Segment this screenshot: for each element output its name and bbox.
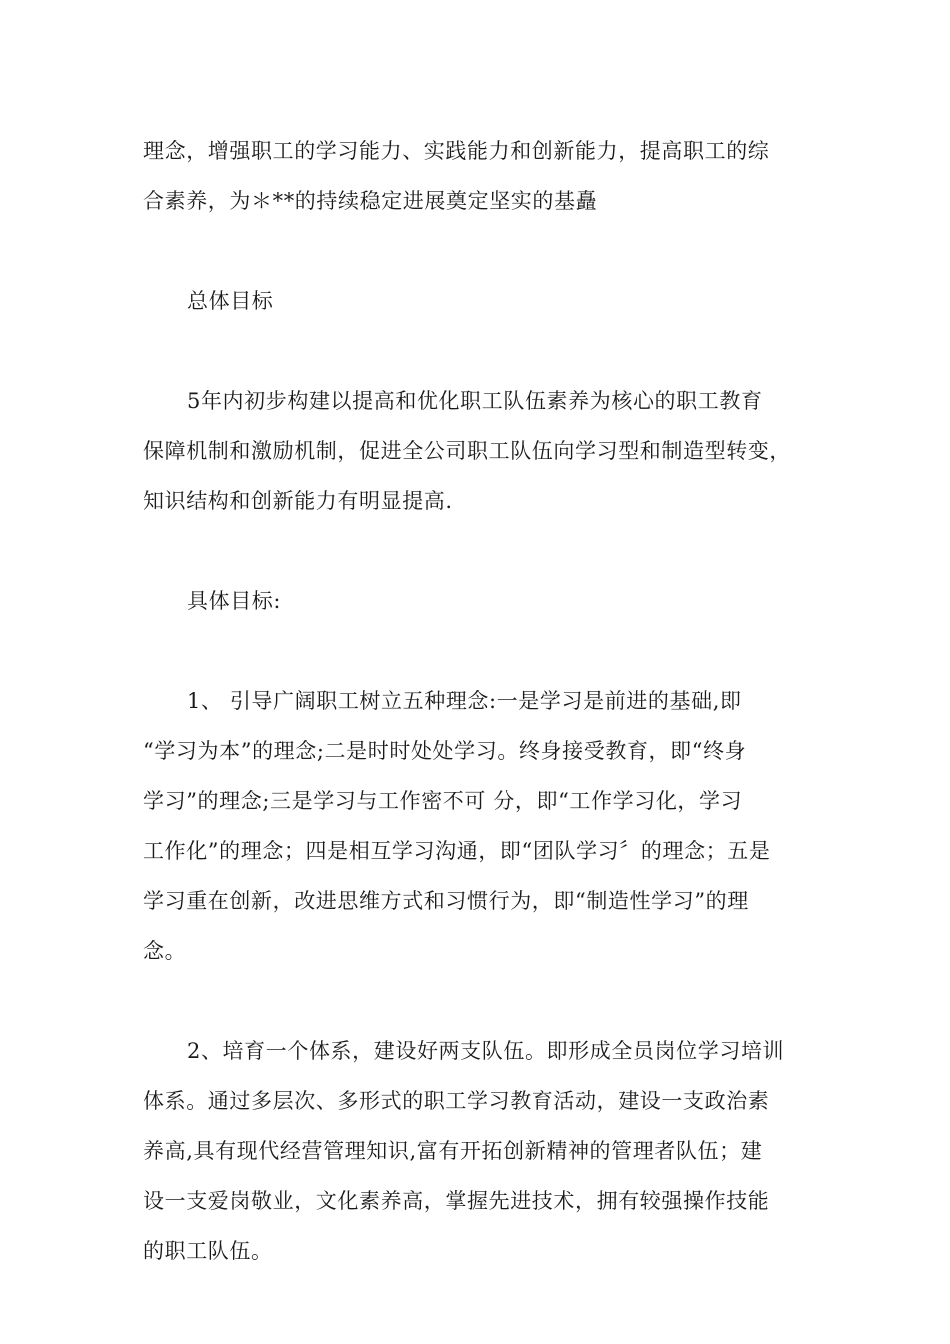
text-line: 合素养，为＊**的持续稳定进展奠定坚实的基矗: [143, 189, 598, 213]
text-line: 5年内初步构建以提高和优化职工队伍素养为核心的职工教育: [187, 389, 763, 413]
paragraph-goal-2: [143, 1026, 808, 1276]
paragraph-intro: [143, 126, 808, 226]
text-line: 知识结构和创新能力有明显提高.: [143, 489, 453, 513]
text-line: 学习重在创新，改进思维方式和习惯行为，即“制造性学习”的理: [143, 889, 749, 913]
paragraph-goal-1: [143, 676, 808, 976]
paragraph-overall-goal: [143, 376, 808, 526]
text-line: 1、 引导广阔职工树立五种理念:一是学习是前进的基础,即: [187, 689, 742, 713]
heading-specific-goals: 具体目标:: [187, 589, 282, 613]
text-line: 体系。通过多层次、多形式的职工学习教育活动，建设一支政治素: [143, 1089, 770, 1113]
text-line: 工作化”的理念；四是相互学习沟通，即“团队学习〞的理念；五是: [143, 839, 771, 863]
text-line: 学习”的理念;三是学习与工作密不可 分，即“工作学习化，学习: [143, 789, 743, 813]
text-line: 2、培育一个体系，建设好两支队伍。即形成全员岗位学习培训: [187, 1039, 785, 1063]
text-line: 的职工队伍。: [143, 1239, 273, 1263]
text-line: 设一支爱岗敬业，文化素养高，掌握先进技术，拥有较强操作技能: [143, 1189, 770, 1213]
text-line: 养高,具有现代经营管理知识,富有开拓创新精神的管理者队伍；建: [143, 1139, 763, 1163]
text-line: 理念，增强职工的学习能力、实践能力和创新能力，提高职工的综: [143, 139, 770, 163]
text-line: 念。: [143, 939, 187, 963]
heading-overall-goal: 总体目标: [187, 289, 274, 313]
text-line: “学习为本”的理念;二是时时处处学习。终身接受教育，即“终身: [143, 739, 747, 763]
document-body: [143, 126, 808, 1326]
text-line: 保障机制和激励机制，促进全公司职工队伍向学习型和制造型转变，: [143, 439, 791, 463]
